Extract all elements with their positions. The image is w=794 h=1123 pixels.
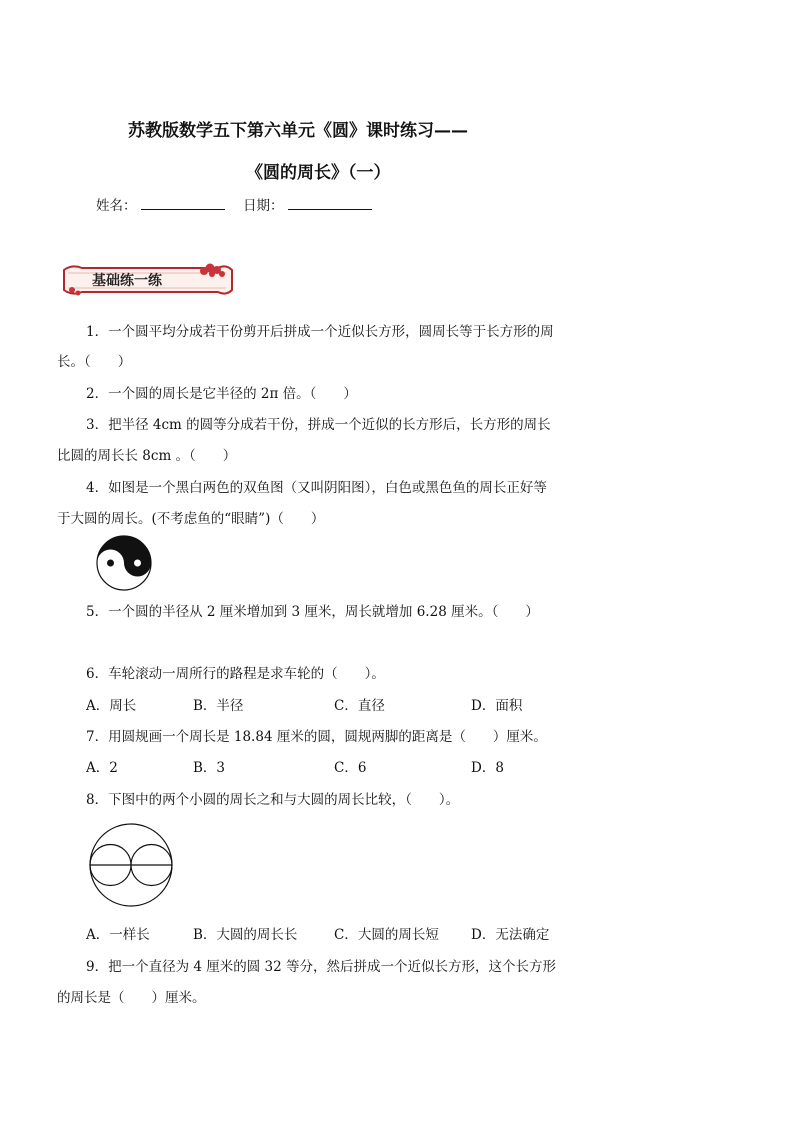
- q6-option-c[interactable]: C．直径: [334, 698, 385, 714]
- name-blank[interactable]: [141, 195, 225, 210]
- section-banner-label: 基础练一练: [92, 273, 162, 289]
- question-4-line-1: 4．如图是一个黑白两色的双鱼图（又叫阴阳图），白色或黑色鱼的周长正好等: [86, 480, 547, 496]
- date-blank[interactable]: [288, 195, 372, 210]
- name-row: [96, 194, 225, 214]
- q7-option-d[interactable]: D．8: [471, 760, 504, 776]
- q8-option-b[interactable]: B．大圆的周长长: [193, 927, 298, 943]
- page-title: 苏教版数学五下第六单元《圆》课时练习——: [128, 121, 468, 141]
- circles-figure: [88, 822, 174, 912]
- yinyang-figure: [96, 535, 152, 595]
- question-8: 8．下图中的两个小圆的周长之和与大圆的周长比较，（ ）。: [86, 792, 460, 808]
- q7-option-a[interactable]: A．2: [86, 760, 118, 776]
- question-4-line-2: 于大圆的周长。(不考虑鱼的“眼睛”)（ ）: [57, 511, 325, 527]
- question-7: 7．用圆规画一个周长是 18.84 厘米的圆，圆规两脚的距离是（ ）厘米。: [86, 729, 547, 745]
- question-1-line-1: 1．一个圆平均分成若干份剪开后拼成一个近似长方形，圆周长等于长方形的周: [86, 324, 554, 340]
- name-label: 姓名：: [96, 198, 137, 214]
- question-5: 5．一个圆的半径从 2 厘米增加到 3 厘米，周长就增加 6.28 厘米。（ ）: [86, 604, 539, 620]
- q6-option-b[interactable]: B．半径: [193, 698, 244, 714]
- date-label: 日期：: [243, 198, 284, 214]
- section-banner: [58, 262, 236, 298]
- question-9-line-1: 9．把一个直径为 4 厘米的圆 32 等分，然后拼成一个近似长方形，这个长方形: [86, 959, 557, 975]
- question-6: 6．车轮滚动一周所行的路程是求车轮的（ ）。: [86, 666, 385, 682]
- q8-option-d[interactable]: D．无法确定: [471, 927, 550, 943]
- question-2: 2．一个圆的周长是它半径的 2π 倍。（ ）: [86, 386, 357, 402]
- q6-option-d[interactable]: D．面积: [471, 698, 523, 714]
- circles-diagram-icon: [88, 822, 174, 908]
- page-subtitle: 《圆的周长》（一）: [246, 163, 391, 183]
- q6-option-a[interactable]: A．周长: [86, 698, 137, 714]
- yin-yang-icon: [96, 535, 152, 591]
- question-3-line-1: 3．把半径 4cm 的圆等分成若干份，拼成一个近似的长方形后，长方形的周长: [86, 417, 551, 433]
- q8-option-a[interactable]: A．一样长: [86, 927, 150, 943]
- q7-option-c[interactable]: C．6: [334, 760, 367, 776]
- question-3-line-2: 比圆的周长长 8cm 。（ ）: [57, 448, 237, 464]
- question-1-line-2: 长。（ ）: [57, 354, 132, 370]
- date-row: [243, 194, 372, 214]
- q8-option-c[interactable]: C．大圆的周长短: [334, 927, 439, 943]
- q7-option-b[interactable]: B．3: [193, 760, 226, 776]
- question-9-line-2: 的周长是（ ）厘米。: [57, 990, 206, 1006]
